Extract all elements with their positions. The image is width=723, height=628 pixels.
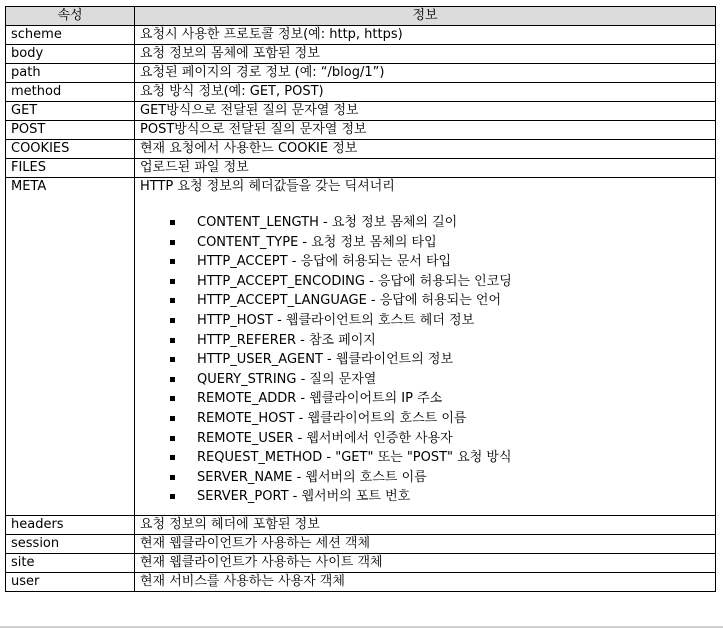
attr-cell: GET xyxy=(6,102,135,121)
list-item: HTTP_REFERER - 참조 페이지 xyxy=(140,331,710,351)
info-cell: POST방식으로 전달된 질의 문자열 정보 xyxy=(135,121,716,140)
info-cell: 요청 정보의 몸체에 포함된 정보 xyxy=(135,45,716,64)
attr-cell: COOKIES xyxy=(6,140,135,159)
list-item: HTTP_USER_AGENT - 웹클라이언트의 정보 xyxy=(140,350,710,370)
bullet-icon xyxy=(170,279,175,284)
table-row xyxy=(6,516,716,535)
info-cell: 업로드된 파일 정보 xyxy=(135,159,716,178)
bullet-icon xyxy=(170,396,175,401)
bullet-icon xyxy=(170,298,175,303)
attr-cell: scheme xyxy=(6,26,135,45)
list-item: CONTENT_TYPE - 요청 정보 몸체의 타입 xyxy=(140,233,710,253)
attr-cell: POST xyxy=(6,121,135,140)
info-cell: GET방식으로 전달된 질의 문자열 정보 xyxy=(135,102,716,121)
info-cell: 요청 방식 정보(예: GET, POST) xyxy=(135,83,716,102)
table-row xyxy=(6,26,716,45)
list-item: HTTP_ACCEPT - 응답에 허용되는 문서 타입 xyxy=(140,252,710,272)
bullet-icon xyxy=(170,338,175,343)
bullet-icon xyxy=(170,357,175,362)
header-attribute: 속성 xyxy=(6,7,135,26)
table-row xyxy=(6,83,716,102)
bullet-icon xyxy=(170,475,175,480)
attr-cell: FILES xyxy=(6,159,135,178)
bullet-icon xyxy=(170,318,175,323)
table-row xyxy=(6,102,716,121)
info-cell: 현재 웹클라이언트가 사용하는 사이트 객체 xyxy=(135,554,716,573)
list-item: SERVER_NAME - 웹서버의 호스트 이름 xyxy=(140,468,710,488)
table-row xyxy=(6,159,716,178)
list-item: CONTENT_LENGTH - 요청 정보 몸체의 길이 xyxy=(140,213,710,233)
bullet-icon xyxy=(170,455,175,460)
table-row xyxy=(6,535,716,554)
attr-cell: body xyxy=(6,45,135,64)
bullet-icon xyxy=(170,416,175,421)
table-row-meta xyxy=(6,178,716,516)
table-row xyxy=(6,45,716,64)
bullet-icon xyxy=(170,494,175,499)
attr-cell: site xyxy=(6,554,135,573)
info-cell: 현재 웹클라이언트가 사용하는 세션 객체 xyxy=(135,535,716,554)
table-row xyxy=(6,64,716,83)
bullet-icon xyxy=(170,377,175,382)
list-item: HTTP_ACCEPT_ENCODING - 응답에 허용되는 인코딩 xyxy=(140,272,710,292)
meta-header-list xyxy=(140,213,710,507)
list-item: QUERY_STRING - 질의 문자열 xyxy=(140,370,710,390)
list-item: REMOTE_USER - 웹서버에서 인증한 사용자 xyxy=(140,429,710,449)
info-cell: 현재 서비스를 사용하는 사용자 객체 xyxy=(135,573,716,592)
attr-cell: session xyxy=(6,535,135,554)
attr-cell: META xyxy=(6,178,135,516)
attr-cell: method xyxy=(6,83,135,102)
meta-info-cell xyxy=(135,178,716,516)
meta-description: HTTP 요청 정보의 헤더값들을 갖는 딕셔너리 xyxy=(140,179,395,194)
header-info: 정보 xyxy=(135,7,716,26)
info-cell: 현재 요청에서 사용한느 COOKIE 정보 xyxy=(135,140,716,159)
attr-cell: user xyxy=(6,573,135,592)
list-item: HTTP_ACCEPT_LANGUAGE - 응답에 허용되는 언어 xyxy=(140,291,710,311)
bullet-icon xyxy=(170,240,175,245)
table-row xyxy=(6,573,716,592)
table-row xyxy=(6,121,716,140)
table-header-row xyxy=(6,7,716,26)
list-item: REQUEST_METHOD - "GET" 또는 "POST" 요청 방식 xyxy=(140,448,710,468)
attr-cell: path xyxy=(6,64,135,83)
table-row xyxy=(6,140,716,159)
list-item: REMOTE_HOST - 웹클라이어트의 호스트 이름 xyxy=(140,409,710,429)
info-cell: 요청된 페이지의 경로 정보 (예: “/blog/1”) xyxy=(135,64,716,83)
list-item: SERVER_PORT - 웹서버의 포트 번호 xyxy=(140,487,710,507)
table-row xyxy=(6,554,716,573)
list-item: HTTP_HOST - 웹클라이언트의 호스트 헤더 정보 xyxy=(140,311,710,331)
bullet-icon xyxy=(170,259,175,264)
bullet-icon xyxy=(170,220,175,225)
attribute-table xyxy=(5,6,716,592)
attr-cell: headers xyxy=(6,516,135,535)
info-cell: 요청 정보의 헤더에 포함된 정보 xyxy=(135,516,716,535)
list-item: REMOTE_ADDR - 웹클라이어트의 IP 주소 xyxy=(140,389,710,409)
info-cell: 요청시 사용한 프로토콜 정보(예: http, https) xyxy=(135,26,716,45)
bullet-icon xyxy=(170,436,175,441)
